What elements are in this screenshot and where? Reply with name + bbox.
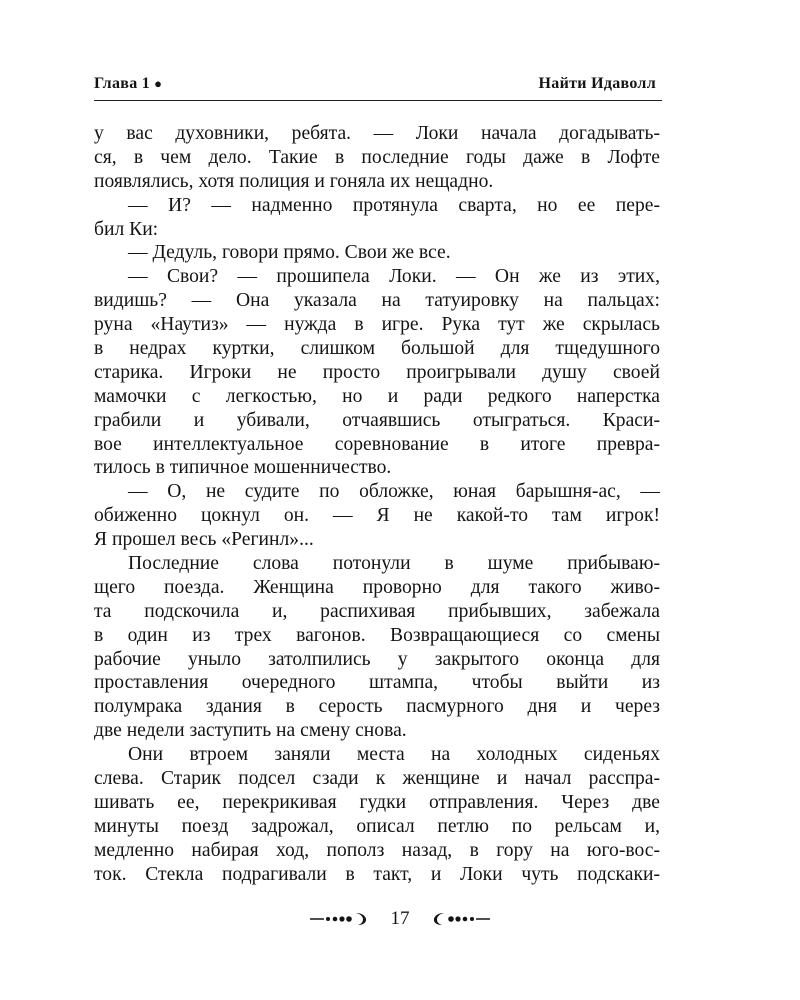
text-line: Последние слова потонули в шуме прибываю- [128, 553, 660, 575]
text-line: слева. Старик подсел сзади к женщине и начал расспра- [94, 768, 660, 790]
text-line: бил Ки: [94, 218, 159, 240]
page-number: 17 [390, 907, 410, 929]
text-line: минуты поезд задрожал, описал петлю по рельсам и, [94, 815, 660, 837]
text-line: грабили и убивали, отчаявшись отыграться. Краси- [94, 409, 660, 431]
chapter-label: Глава 1 ● [94, 75, 163, 92]
text-line: в один из трех вагонов. Возвращающиеся со смены [94, 624, 660, 646]
text-line: ся, в чем дело. Такие в последние годы даже в Лофте [94, 146, 660, 168]
text-line: тилось в типичное мошенничество. [94, 457, 392, 479]
text-line: проставления очередного штампа, чтобы выйти из [94, 672, 660, 694]
text-line: — Дедуль, говори прямо. Свои же все. [128, 242, 451, 264]
text-line: Они втроем заняли места на холодных сиденьях [128, 744, 660, 766]
text-line: видишь? — Она указала на татуировку на пальцах: [94, 290, 660, 312]
text-line: медленно набирая ход, пополз назад, в гору на юго-вос- [94, 839, 660, 861]
text-line: вое интеллектуальное соревнование в итоге превра- [94, 433, 660, 455]
text-line: в недрах куртки, слишком большой для тщедушного [94, 338, 660, 360]
text-line: та подскочила и, распихивая прибывших, забежала [94, 600, 660, 622]
body-text [94, 122, 660, 887]
text-line: — И? — надменно протянула сварта, но ее пере- [128, 194, 660, 216]
text-line: появлялись, хотя полиция и гоняла их нещадно. [94, 170, 494, 192]
text-line: полумрака здания в серость пасмурного дня и через [94, 696, 660, 718]
ornament-right-icon [428, 911, 490, 927]
text-line: две недели заступить на смену снова. [94, 720, 407, 742]
text-line: мамочки с легкостью, но и ради редкого наперстка [94, 385, 660, 407]
text-line: рабочие уныло затолпились у закрытого оконца для [94, 648, 660, 670]
text-line: — О, не судите по обложке, юная барышня-ас, — [128, 481, 660, 503]
text-line: у вас духовники, ребята. — Локи начала догадывать- [94, 123, 660, 144]
text-line: Я прошел весь «Регинл»... [94, 529, 314, 551]
text-line: ток. Стекла подрагивали в такт, и Локи чуть подскаки- [94, 863, 660, 885]
text-line: старика. Игроки не просто проигрывали душу своей [94, 361, 660, 383]
text-line: руна «Наутиз» — нужда в игре. Рука тут же скрылась [94, 314, 660, 336]
text-line: щего поезда. Женщина проворно для такого живо- [94, 576, 660, 598]
book-title: Найти Идаволл [538, 75, 656, 92]
header-rule [94, 100, 662, 101]
page-footer [0, 907, 800, 937]
text-line: — Свои? — прошипела Локи. — Он же из этих, [128, 266, 660, 288]
bullet-icon: ● [154, 76, 163, 91]
ornament-left-icon [310, 911, 372, 927]
running-header [94, 75, 664, 97]
text-line: шивать ее, перекрикивая гудки отправления. Через две [94, 791, 660, 813]
text-line: обиженно цокнул он. — Я не какой-то там игрок! [94, 505, 660, 527]
